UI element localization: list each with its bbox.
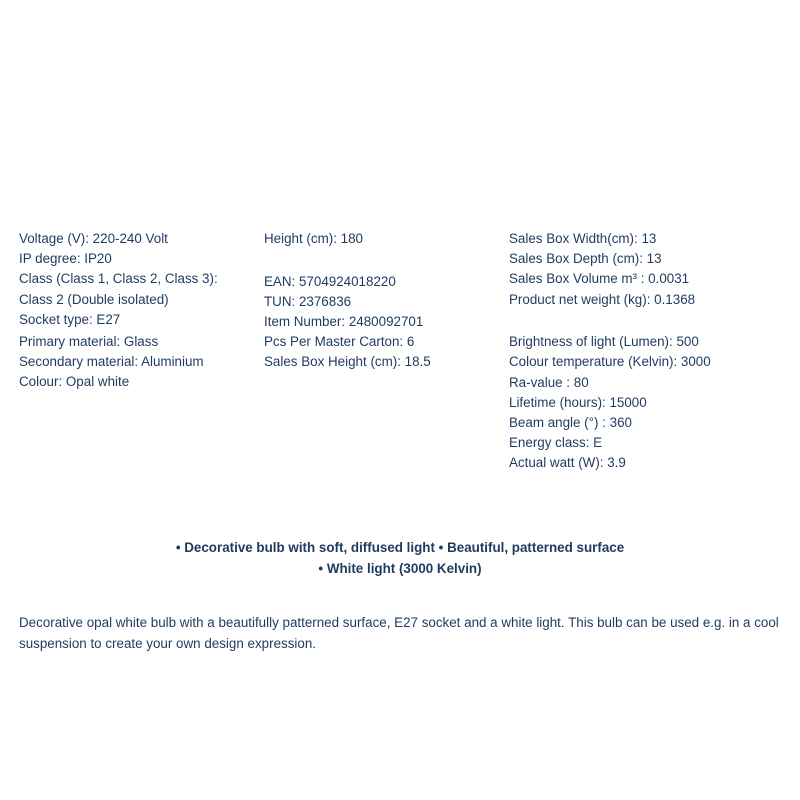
spec-tun: TUN: 2376836 xyxy=(264,293,352,309)
spec-colour: Colour: Opal white xyxy=(19,374,130,390)
spec-sales-box-width: Sales Box Width(cm): 13 xyxy=(509,231,657,246)
spec-lifetime: Lifetime (hours): 15000 xyxy=(509,394,647,410)
highlight-line: • Decorative bulb with soft, diffused light • Beautiful, patterned surface xyxy=(175,540,625,555)
spec-sales-box-depth: Sales Box Depth (cm): 13 xyxy=(509,251,662,267)
spec-spacer xyxy=(509,310,711,333)
spec-spacer xyxy=(264,249,431,272)
spec-brightness: Brightness of light (Lumen): 500 xyxy=(509,334,699,350)
product-highlights xyxy=(0,538,800,579)
spec-beam-angle: Beam angle (°) : 360 xyxy=(509,415,632,430)
spec-energy-class: Energy class: E xyxy=(509,435,603,451)
spec-sales-box-height: Sales Box Height (cm): 18.5 xyxy=(264,354,431,370)
spec-primary-material: Primary material: Glass xyxy=(19,333,159,349)
spec-column-light xyxy=(509,229,711,474)
spec-ra-value: Ra-value : 80 xyxy=(509,374,589,390)
product-description: Decorative opal white bulb with a beautifully patterned surface, E27 socket and a white light. This bulb can be used e.g. in a cool suspension to create your own design expression. xyxy=(19,615,779,651)
spec-column-dimensions xyxy=(264,229,431,373)
spec-ean: EAN: 5704924018220 xyxy=(264,273,396,289)
spec-ip-degree: IP degree: IP20 xyxy=(19,251,112,267)
spec-item-number: Item Number: 2480092701 xyxy=(264,314,424,330)
spec-column-general xyxy=(19,229,218,393)
spec-class-value: Class 2 (Double isolated) xyxy=(19,291,169,307)
spec-net-weight: Product net weight (kg): 0.1368 xyxy=(509,291,696,307)
highlight-line: • White light (3000 Kelvin) xyxy=(318,560,482,576)
spec-height: Height (cm): 180 xyxy=(264,231,363,246)
spec-class-label: Class (Class 1, Class 2, Class 3): xyxy=(19,271,218,287)
spec-secondary-material: Secondary material: Aluminium xyxy=(19,354,204,370)
spec-pcs-per-carton: Pcs Per Master Carton: 6 xyxy=(264,334,415,350)
spec-socket-type: Socket type: E27 xyxy=(19,311,121,327)
spec-voltage: Voltage (V): 220-240 Volt xyxy=(19,231,168,246)
spec-colour-temperature: Colour temperature (Kelvin): 3000 xyxy=(509,354,711,370)
spec-sales-box-volume: Sales Box Volume m³ : 0.0031 xyxy=(509,271,690,287)
spec-actual-watt: Actual watt (W): 3.9 xyxy=(509,455,626,471)
